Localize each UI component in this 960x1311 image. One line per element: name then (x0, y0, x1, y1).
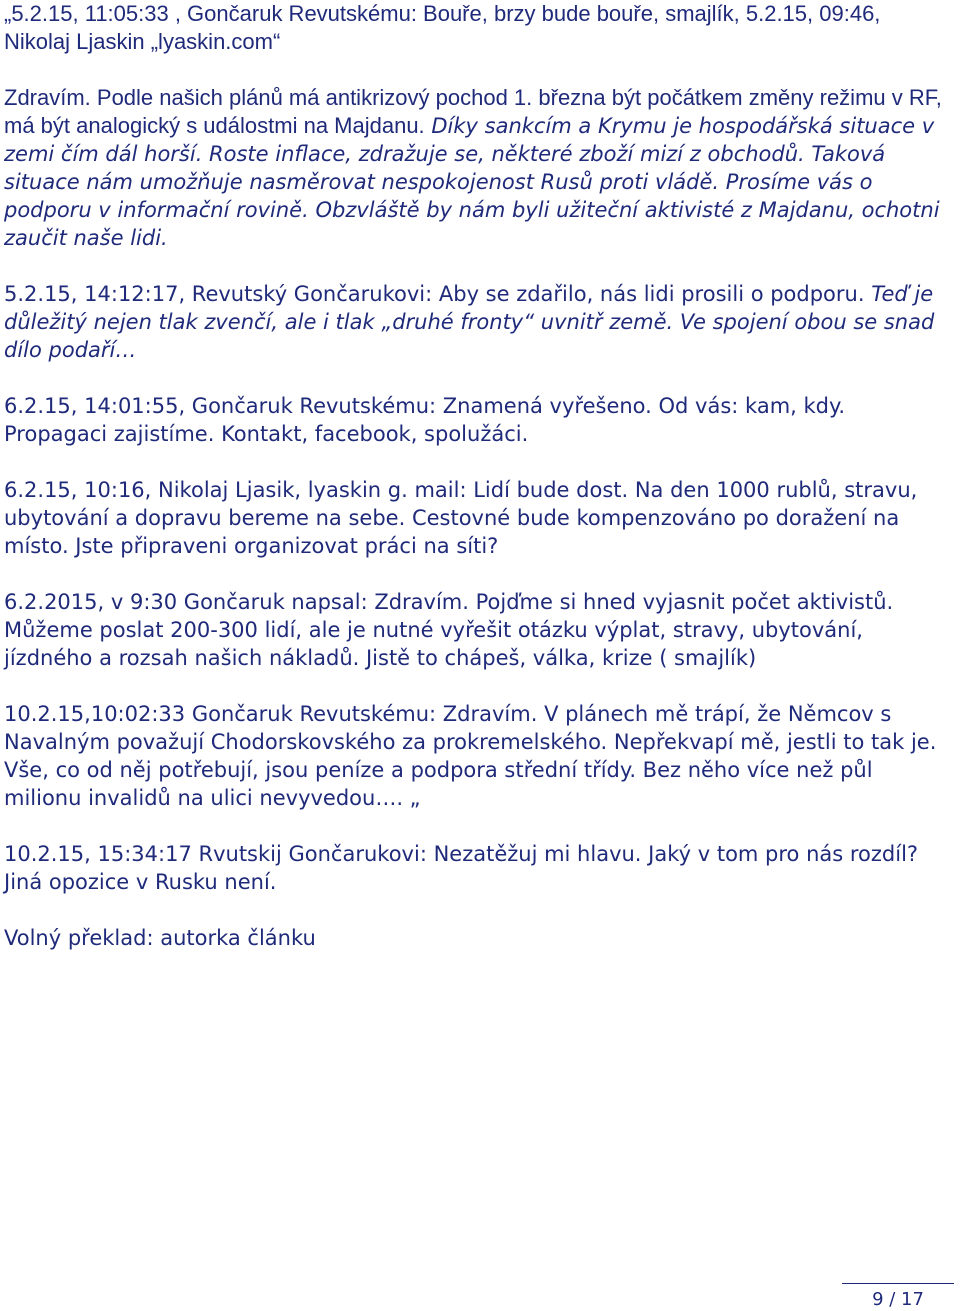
paragraph-goncaruk-solved (4, 392, 952, 448)
goncaruk-solved-text: 6.2.15, 14:01:55, Gončaruk Revutskému: Znamená vyřešeno. Od vás: kam, kdy. Propagaci zajistíme. Kontakt, facebook, spolužáci. (4, 394, 846, 446)
page-number: 9 / 17 (872, 1289, 924, 1310)
translation-credit-text: Volný překlad: autorka článku (4, 926, 316, 950)
rvutskij-reply-text: 10.2.15, 15:34:17 Rvutskij Gončarukovi: Nezatěžuj mi hlavu. Jaký v tom pro nás rozdíl? Jiná opozice v Rusku není. (4, 842, 919, 894)
paragraph-revutsky-reply (4, 280, 952, 364)
goncaruk-nemcov-text: 10.2.15,10:02:33 Gončaruk Revutskému: Zdravím. V plánech mě trápí, že Němcov s Navalným považují Chodorskovského za prokremelského. Nepřekvapí mě, jestli to tak je. Vše, co od něj potřebují, jsou peníze a podpora střední třídy. Bez něho více než půl milionu invalidů na ulici nevyvedou…. „ (4, 702, 937, 810)
plan-message-tail: Obzvláště by nám byli užiteční aktivisté z Majdanu, ochotni zaučit naše lidi. (4, 198, 940, 250)
ljasik-mail-text: 6.2.15, 10:16, Nikolaj Ljasik, lyaskin g. mail: Lidí bude dost. Na den 1000 rublů, stravu, ubytování a dopravu bereme na sebe. Cestovné bude kompenzováno po doražení na místo. Jste připraveni organizovat práci na síti? (4, 478, 918, 558)
paragraph-goncaruk-activists (4, 588, 952, 672)
paragraph-intro-quote (4, 0, 952, 56)
revutsky-reply-italic: Teď je důležitý nejen tlak zvenčí, ale i tlak „druhé fronty“ uvnitř země. (4, 282, 934, 334)
intro-quote-text: „5.2.15, 11:05:33 , Gončaruk Revutskému: Bouře, brzy bude bouře, smajlík, 5.2.15, 09:46, Nikolaj Ljaskin „lyaskin.com“ (4, 1, 881, 54)
goncaruk-activists-text: 6.2.2015, v 9:30 Gončaruk napsal: Zdravím. Pojďme si hned vyjasnit počet aktivistů. Můžeme poslat 200-300 lidí, ale je nutné vyřešit otázku výplat, stravy, ubytování, jízdného a rozsah našich nákladů. Jistě to chápeš, válka, krize ( smajlík) (4, 590, 894, 670)
document-body (4, 0, 952, 952)
paragraph-goncaruk-nemcov (4, 700, 952, 812)
revutsky-reply-normal: 5.2.15, 14:12:17, Revutský Gončarukovi: Aby se zdařilo, nás lidi prosili o podporu. (4, 282, 865, 306)
paragraph-translation-credit (4, 924, 952, 952)
footer-divider (842, 1283, 954, 1284)
plan-message-normal: Zdravím. Podle našich plánů má antikrizový pochod 1. března být počátkem změny režimu v RF, má být analogický s událostmi na Majdanu. (4, 85, 942, 138)
plan-message-italic: Díky sankcím a Krymu je hospodářská situace v zemi čím dál horší. Roste inflace, zdražuje se, některé zboží mizí z obchodů. Taková situace nám umožňuje nasměrovat nespokojenost Rusů proti vládě. Prosíme vás o podporu v informační rovině. (4, 114, 935, 222)
revutsky-reply-tail: Ve spojení obou se snad dílo podaří… (4, 310, 935, 362)
paragraph-ljasik-mail (4, 476, 952, 560)
paragraph-plan-message (4, 84, 952, 252)
paragraph-rvutskij-reply (4, 840, 952, 896)
